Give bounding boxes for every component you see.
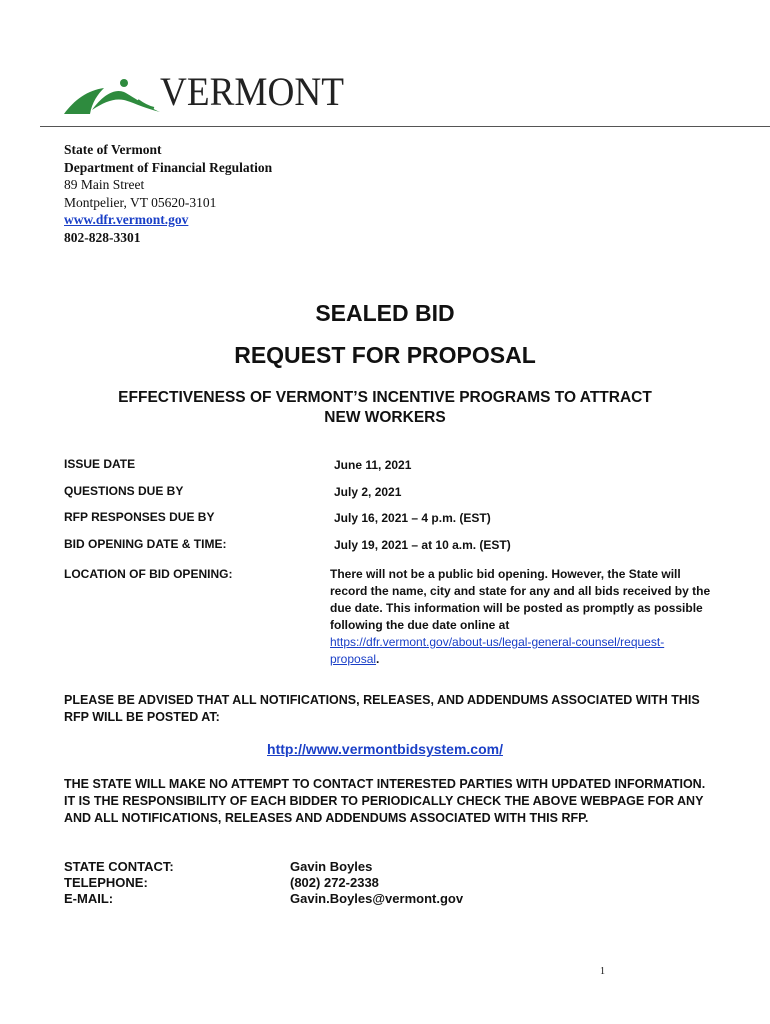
subtitle-line-2: NEW WORKERS	[324, 409, 446, 426]
subtitle	[62, 388, 708, 428]
logo-wordmark: VERMONT	[160, 69, 344, 114]
issue-date-value: June 11, 2021	[334, 458, 412, 472]
bid-system-link[interactable]: http://www.vermontbidsystem.com/	[267, 741, 503, 757]
subtitle-line-1: EFFECTIVENESS OF VERMONT’S INCENTIVE PROGRAMS TO ATTRACT	[118, 389, 652, 406]
rfp-link-line-2: proposal	[330, 652, 377, 666]
notice-posting: PLEASE BE ADVISED THAT ALL NOTIFICATIONS, RELEASES, AND ADDENDUMS ASSOCIATED WITH THIS RFP WILL BE POSTED AT:	[64, 693, 700, 724]
header-divider	[40, 126, 770, 127]
telephone-value: (802) 272-2338	[290, 875, 379, 890]
state-name: State of Vermont	[64, 142, 162, 157]
location-label: LOCATION OF BID OPENING:	[64, 567, 233, 581]
issue-date-label: ISSUE DATE	[64, 457, 136, 471]
rfp-page-link[interactable]	[330, 635, 664, 666]
phone-number: 802-828-3301	[64, 229, 141, 245]
vermont-logo	[62, 68, 362, 116]
rfp-link-line-1: https://dfr.vermont.gov/about-us/legal-general-counsel/request-	[330, 635, 665, 649]
telephone-label: TELEPHONE:	[64, 875, 148, 890]
location-value	[330, 566, 715, 668]
title-rfp: REQUEST FOR PROPOSAL	[234, 342, 536, 368]
email-value[interactable]: Gavin.Boyles@vermont.gov	[290, 891, 464, 906]
responses-due-value: July 16, 2021 – 4 p.m. (EST)	[334, 511, 491, 525]
location-text: There will not be a public bid opening. However, the State will record the name, city and state for any and all bids received by the due date. This information will be posted as promptly as possible following the due date online at	[330, 567, 711, 632]
questions-due-label: QUESTIONS DUE BY	[64, 484, 184, 498]
bid-opening-label: BID OPENING DATE & TIME:	[64, 537, 227, 551]
bid-system-link-wrap	[0, 741, 770, 757]
questions-due-value: July 2, 2021	[334, 485, 402, 499]
street-address: 89 Main Street	[64, 177, 145, 192]
city-address: Montpelier, VT 05620-3101	[64, 194, 217, 210]
address-block	[64, 141, 272, 246]
bid-opening-value: July 19, 2021 – at 10 a.m. (EST)	[334, 538, 511, 552]
contact-label: STATE CONTACT:	[64, 859, 174, 874]
link-suffix: .	[376, 652, 380, 666]
page-number: 1	[600, 966, 605, 977]
responses-due-label: RFP RESPONSES DUE BY	[64, 510, 215, 524]
department-name: Department of Financial Regulation	[64, 159, 273, 175]
title-sealed-bid: SEALED BID	[315, 300, 455, 326]
email-label: E-MAIL:	[64, 891, 114, 906]
contact-name: Gavin Boyles	[290, 859, 373, 874]
website-link[interactable]: www.dfr.vermont.gov	[64, 212, 189, 227]
mountain-logo-icon	[62, 74, 162, 116]
notice-responsibility: THE STATE WILL MAKE NO ATTEMPT TO CONTACT INTERESTED PARTIES WITH UPDATED INFORMATION. IT IS THE RESPONSIBILITY OF EACH BIDDER TO PERIODICALLY CHECK THE ABOVE WEBPAGE FOR ANY AND ALL NOTIFICATIONS, RELEASES AND ADDENDUMS ASSOCIATED WITH THIS RFP.	[64, 777, 706, 825]
